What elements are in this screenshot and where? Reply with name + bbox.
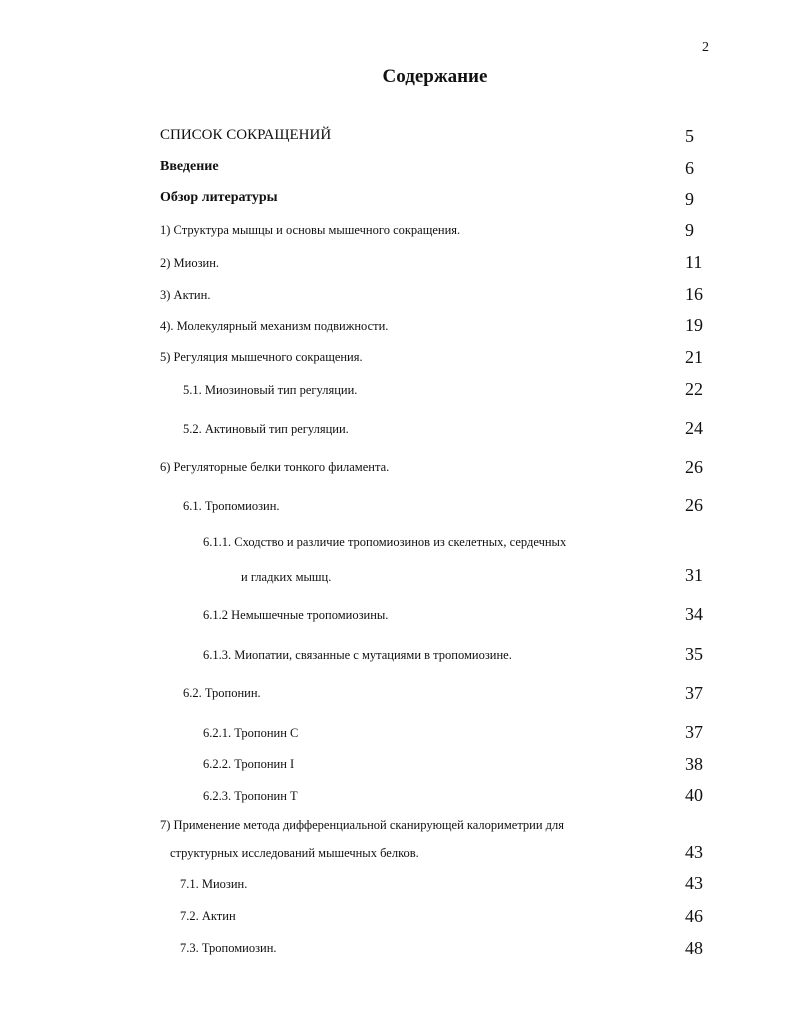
toc-page: 46	[685, 906, 703, 926]
toc-page: 5	[685, 126, 694, 146]
toc-page: 22	[685, 379, 703, 399]
toc-page: 35	[685, 644, 703, 664]
toc-label: 7.1. Миозин.	[180, 877, 248, 891]
toc-label: 6.2. Тропонин.	[183, 686, 261, 700]
toc-label: 3) Актин.	[160, 288, 211, 302]
toc-label-continued: и гладких мышц.	[241, 570, 332, 584]
toc-label: 6.1. Тропомиозин.	[183, 499, 280, 513]
toc-label: Введение	[160, 159, 219, 174]
toc-label: 5.1. Миозиновый тип регуляции.	[183, 383, 358, 397]
toc-label: 5) Регуляция мышечного сокращения.	[160, 350, 363, 364]
toc-page: 37	[685, 722, 703, 742]
toc-label: Обзор литературы	[160, 190, 278, 205]
toc-label: 6) Регуляторные белки тонкого филамента.	[160, 460, 390, 474]
toc-label: СПИСОК СОКРАЩЕНИЙ	[160, 127, 332, 143]
toc-label: 2) Миозин.	[160, 256, 220, 270]
toc-page: 38	[685, 754, 703, 774]
page-number: 2	[702, 40, 709, 55]
toc-label: 7.3. Тропомиозин.	[180, 941, 277, 955]
page-title: Содержание	[382, 66, 488, 87]
toc-label: 6.2.2. Тропонин I	[203, 757, 295, 771]
toc-page: 26	[685, 457, 703, 477]
toc-label: 6.2.1. Тропонин С	[203, 726, 299, 740]
toc-page: 34	[685, 604, 703, 624]
toc-label: 6.1.1. Сходство и различие тропомиозинов из скелетных, сердечных	[203, 535, 567, 549]
toc-page: 16	[685, 284, 703, 304]
toc-label: 5.2. Актиновый тип регуляции.	[183, 422, 349, 436]
toc-label: 6.2.3. Тропонин Т	[203, 789, 298, 803]
toc-label: 7) Применение метода дифференциальной сканирующей калориметрии для	[160, 818, 565, 832]
toc-label: 4). Молекулярный механизм подвижности.	[160, 319, 389, 333]
toc-page: 48	[685, 938, 703, 958]
toc-page: 19	[685, 315, 703, 335]
toc-page: 9	[685, 220, 694, 240]
toc-page: 9	[685, 189, 694, 209]
toc-page: 43	[685, 842, 703, 862]
toc-label: 6.1.3. Миопатии, связанные с мутациями в тропомиозине.	[203, 648, 512, 662]
toc-label: 7.2. Актин	[180, 909, 236, 923]
toc-page: 31	[685, 565, 703, 585]
toc-page: 43	[685, 873, 703, 893]
toc-label: 1) Структура мышцы и основы мышечного сокращения.	[160, 223, 461, 237]
toc-page: 26	[685, 495, 703, 515]
toc-page: 40	[685, 785, 703, 805]
toc-page: 6	[685, 158, 694, 178]
toc-page: 24	[685, 418, 703, 438]
toc-page: 37	[685, 683, 703, 703]
toc-page: 11	[685, 252, 703, 272]
toc-label: 6.1.2 Немышечные тропомиозины.	[203, 608, 389, 622]
toc-page: 21	[685, 347, 703, 367]
toc-label-continued: структурных исследований мышечных белков.	[170, 846, 419, 860]
